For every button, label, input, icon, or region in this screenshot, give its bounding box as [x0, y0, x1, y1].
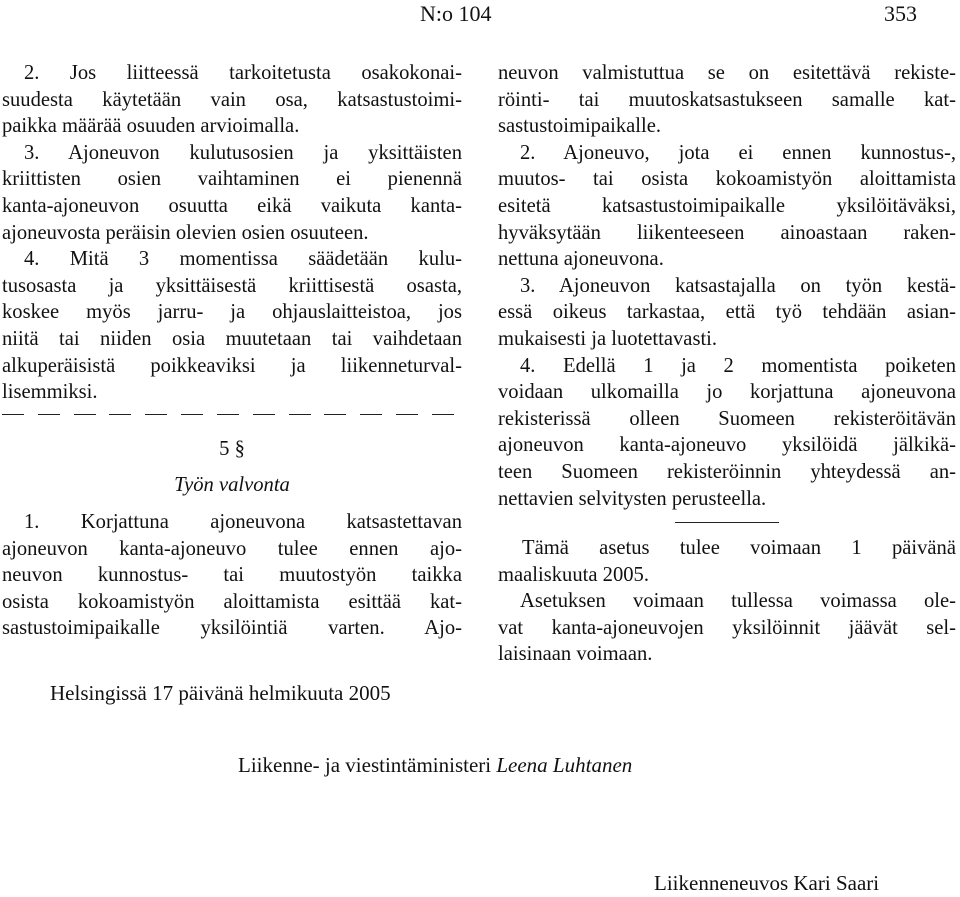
separator-rule: [675, 522, 779, 523]
text-line: kriittisten osien vaihtaminen ei pienennä: [2, 168, 462, 191]
section-number: 5 §: [219, 437, 245, 460]
text-line: 4. Mitä 3 momentissa säädetään kulu-: [24, 248, 462, 271]
text-line: ajoneuvosta peräisin olevien osien osuuteen.: [2, 221, 369, 244]
text-line: maaliskuuta 2005.: [498, 563, 649, 586]
text-line: muutos- tai osista kokoamistyön aloittamista: [498, 168, 956, 191]
left-column: [2, 60, 462, 642]
text-line: ajoneuvon kanta-ajoneuvo tulee ennen ajo-: [2, 537, 462, 560]
text-line: paikka määrää osuuden arvioimalla.: [2, 115, 300, 138]
text-line: rekisterissä olleen Suomeen rekisteröitävän: [498, 407, 956, 430]
text-line: niitä tai niiden osia muutetaan tai vaihdetaan: [2, 327, 462, 350]
text-line: alkuperäisistä poikkeaviksi ja liikenneturval-: [2, 354, 462, 377]
counsel-signature: Liikenneneuvos Kari Saari: [654, 871, 880, 895]
section-5-paragraph-1: [2, 509, 462, 642]
page-number: 353: [884, 1, 917, 26]
paragraph-4: [498, 353, 956, 513]
entry-into-force: [498, 535, 956, 588]
text-line: esitetä katsastustoimipaikalle yksilöitäväksi,: [498, 194, 956, 217]
text-line: tusosasta ja yksittäisestä kriittisestä osasta,: [2, 274, 462, 297]
text-line: Tämä asetus tulee voimaan 1 päivänä: [522, 537, 956, 560]
text-line: nettuna ajoneuvona.: [498, 248, 664, 271]
minister-signature: [238, 752, 632, 779]
minister-name: Leena Luhtanen: [496, 753, 633, 777]
text-line: neuvon valmistuttua se on esitettävä rekiste-: [498, 62, 956, 84]
paragraph-3: [498, 273, 956, 353]
transitional-provision: [498, 588, 956, 668]
paragraph-4: [2, 246, 462, 406]
text-line: laisinaan voimaan.: [498, 643, 653, 666]
text-line: 1. Korjattuna ajoneuvona katsastettavan: [24, 510, 462, 533]
text-line: ajoneuvon kanta-ajoneuvo yksilöidä jälkikä-: [498, 434, 956, 457]
text-line: 2. Ajoneuvo, jota ei ennen kunnostus-,: [520, 141, 956, 164]
text-line: lisemmiksi.: [2, 381, 98, 404]
text-line: voidaan ulkomailla jo korjattuna ajoneuvona: [498, 381, 956, 404]
text-line: hyväksytään liikenteeseen ainoastaan raken-: [498, 221, 956, 244]
section-title: Työn valvonta: [174, 474, 290, 497]
text-line: koskee myös jarru- ja ohjauslaitteistoa, jos: [2, 301, 462, 324]
place-and-date: Helsingissä 17 päivänä helmikuuta 2005: [50, 681, 391, 705]
minister-title: Liikenne- ja viestintäministeri: [238, 753, 492, 777]
text-line: nettavien selvitysten perusteella.: [498, 487, 767, 510]
paragraph-3: [2, 140, 462, 246]
issue-number: N:o 104: [420, 1, 492, 26]
text-line: kanta-ajoneuvon osuutta eikä vaikuta kanta-: [2, 194, 462, 217]
text-line: Asetuksen voimaan tullessa voimassa ole-: [520, 590, 956, 613]
text-line: osista kokoamistyön aloittamista esittää kat-: [2, 590, 462, 613]
text-line: sastustoimipaikalle yksilöintiä varten. Ajo-: [2, 617, 462, 640]
text-line: sastustoimipaikalle.: [498, 115, 662, 138]
text-line: röinti- tai muutoskatsastukseen samalle kat-: [498, 88, 956, 111]
paragraph-continuation: [498, 60, 956, 140]
text-line: suudesta käytetään vain osa, katsastustoimi-: [2, 88, 462, 111]
omission-dashes: [2, 410, 462, 420]
text-line: mukaisesti ja luotettavasti.: [498, 327, 718, 350]
text-line: 3. Ajoneuvon katsastajalla on työn kestä-: [520, 274, 956, 297]
paragraph-2: [2, 60, 462, 140]
text-line: 3. Ajoneuvon kulutusosien ja yksittäisten: [24, 141, 462, 164]
text-line: 2. Jos liitteessä tarkoitetusta osakokonai-: [24, 62, 462, 84]
paragraph-2: [498, 140, 956, 273]
text-line: neuvon kunnostus- tai muutostyön taikka: [2, 564, 462, 587]
text-line: 4. Edellä 1 ja 2 momentista poiketen: [520, 354, 956, 377]
right-column: [498, 60, 956, 668]
text-line: vat kanta-ajoneuvojen yksilöinnit jäävät sel-: [498, 616, 956, 639]
text-line: essä oikeus tarkastaa, että työ tehdään asian-: [498, 301, 956, 324]
text-line: teen Suomeen rekisteröinnin yhteydessä an-: [498, 460, 956, 483]
